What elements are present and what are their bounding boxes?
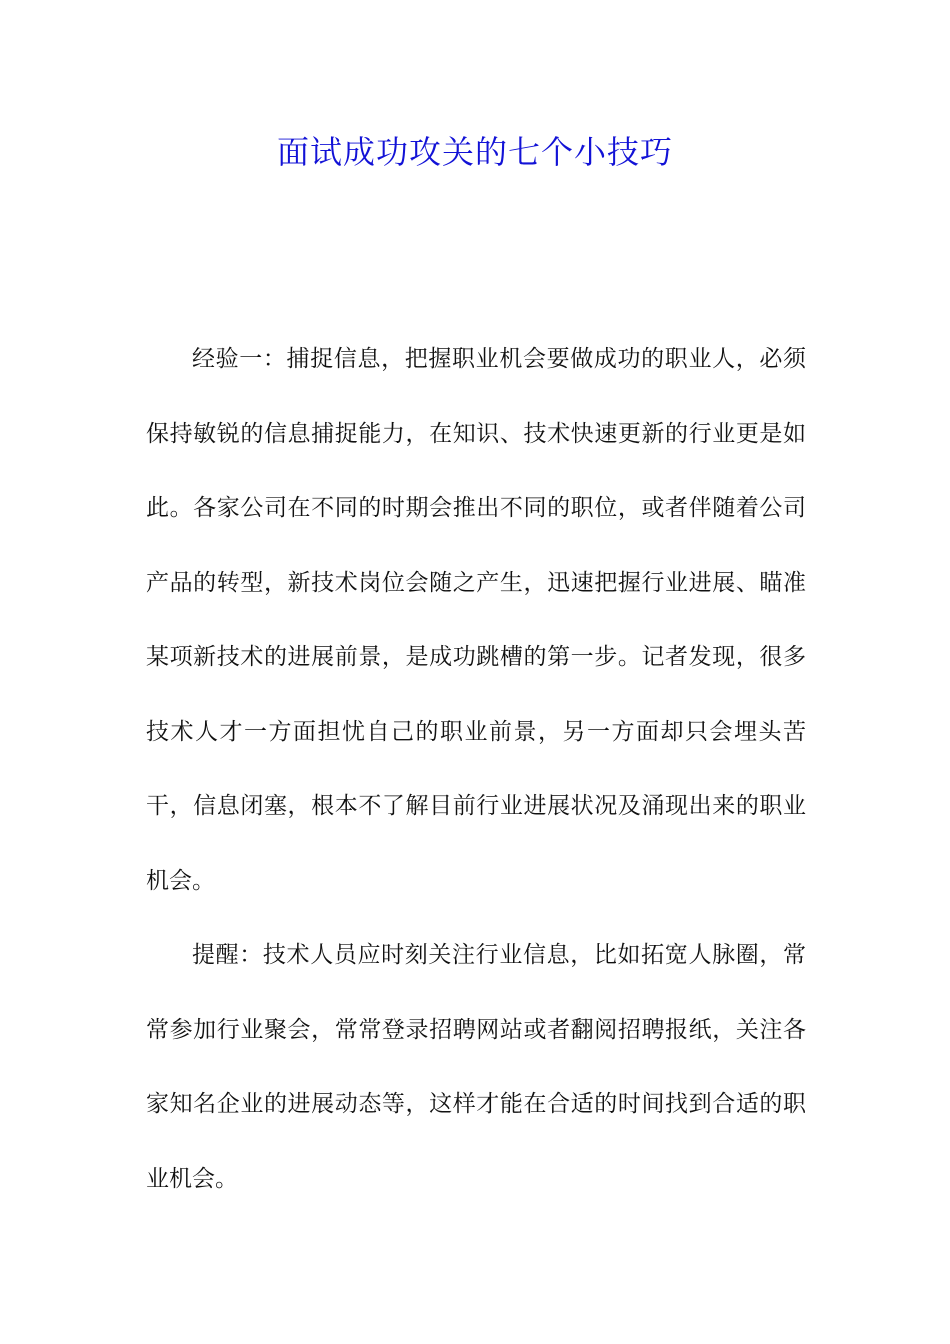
document-title: 面试成功攻关的七个小技巧 [276, 133, 673, 171]
document-body [146, 322, 806, 1216]
paragraph-reminder: 提醒：技术人员应时刻关注行业信息，比如拓宽人脉圈，常常参加行业聚会，常常登录招聘网站或者翻阅招聘报纸，关注各家知名企业的进展动态等，这样才能在合适的时间找到合适的职业机会。 [146, 942, 806, 1192]
paragraph-experience-one: 经验一：捕捉信息，把握职业机会要做成功的职业人，必须保持敏锐的信息捕捉能力，在知识、技术快速更新的行业更是如此。各家公司在不同的时期会推出不同的职位，或者伴随着公司产品的转型，新技术岗位会随之产生，迅速把握行业进展、瞄准某项新技术的进展前景，是成功跳槽的第一步。记者发现，很多技术人才一方面担忧自己的职业前景，另一方面却只会埋头苦干，信息闭塞，根本不了解目前行业进展状况及涌现出来的职业机会。 [146, 346, 806, 894]
